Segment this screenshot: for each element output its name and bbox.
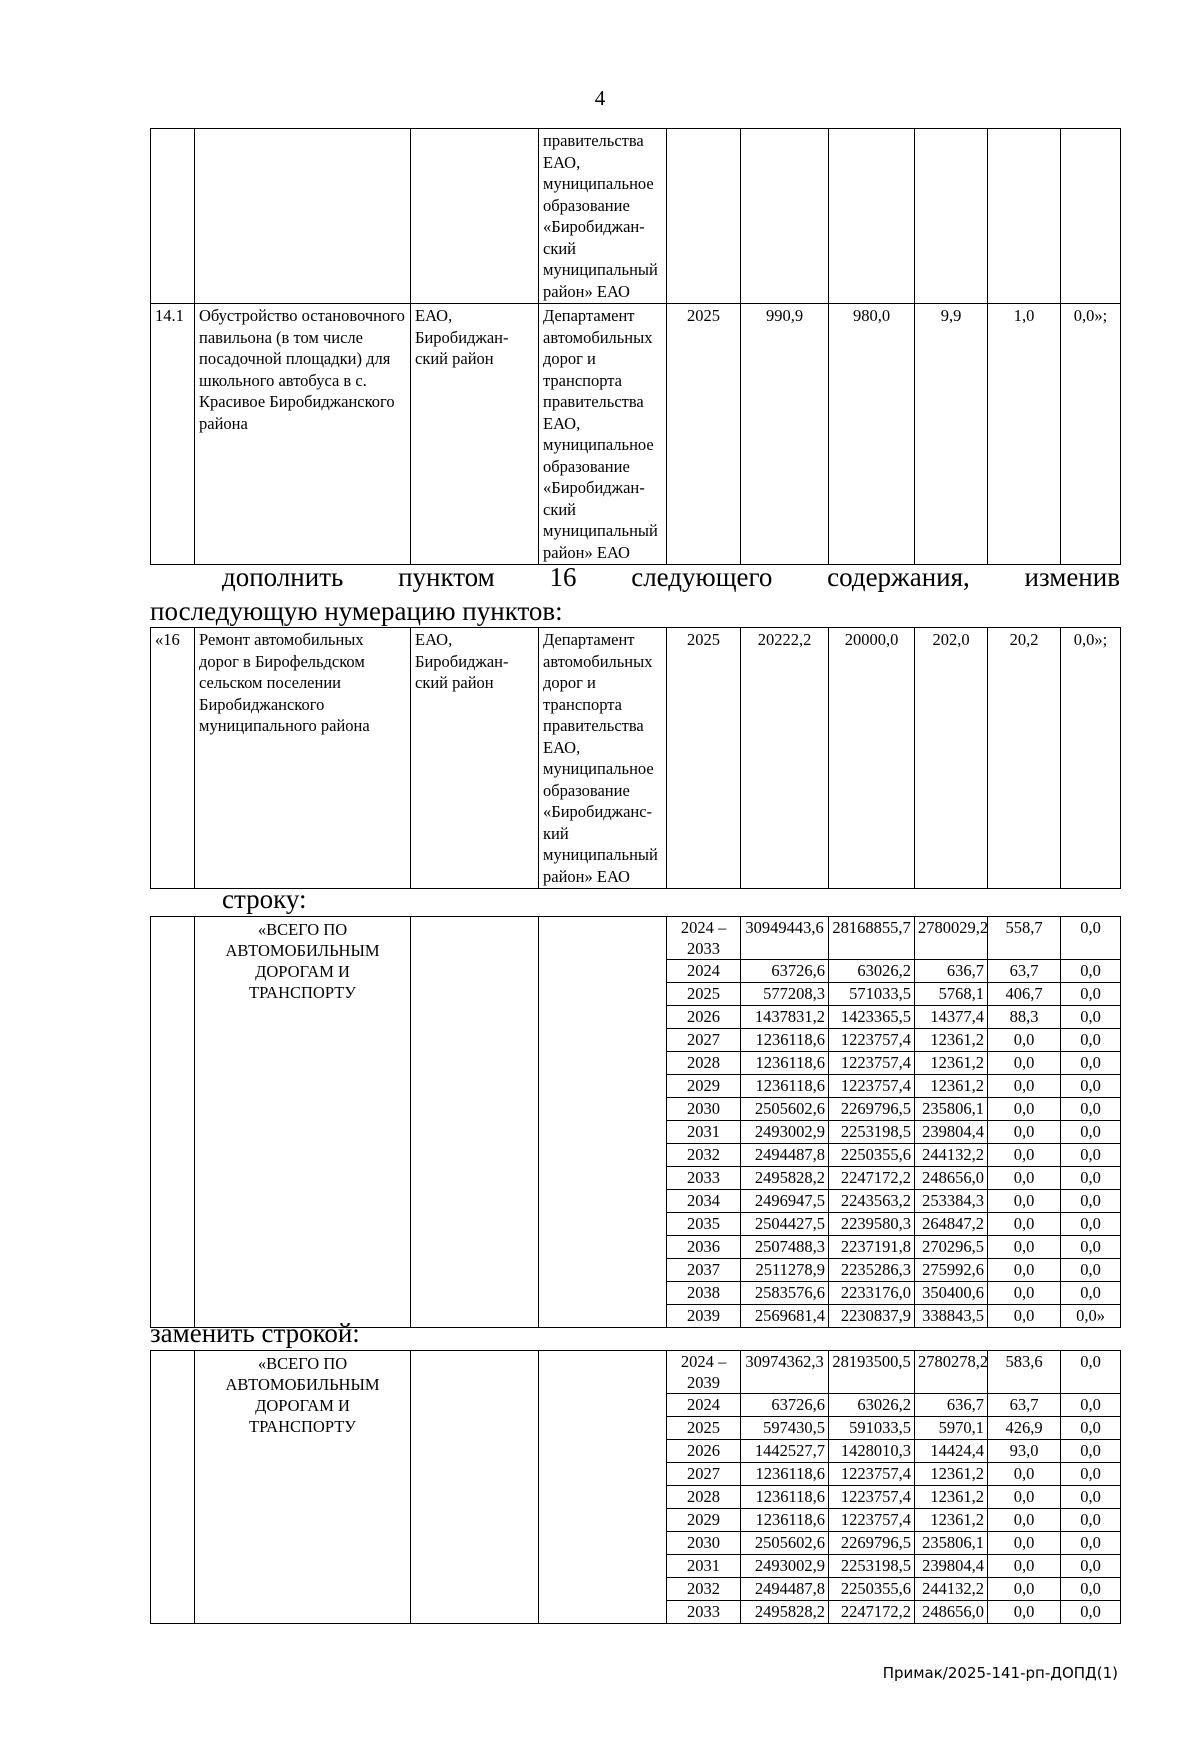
cell-other: 0,0 (1061, 1029, 1121, 1052)
cell-territory: ЕАО, Биробиджан-ский район (411, 628, 539, 889)
cell-total: 1437831,2 (741, 1006, 829, 1029)
cell-fed: 2253198,5 (829, 1121, 915, 1144)
cell-total: 2494487,8 (741, 1578, 829, 1601)
cell-loc: 20,2 (988, 628, 1061, 889)
cell-other: 0,0 (1061, 1555, 1121, 1578)
cell-reg: 9,9 (915, 304, 988, 565)
text-add-point-line2: последующую нумерацию пунктов: (150, 596, 563, 626)
cell-reg: 235806,1 (915, 1098, 988, 1121)
cell-fed: 1223757,4 (829, 1052, 915, 1075)
cell-fed: 2233176,0 (829, 1282, 915, 1305)
cell-name (195, 129, 411, 304)
cell-reg: 235806,1 (915, 1532, 988, 1555)
cell-executor (539, 917, 667, 1328)
cell-year: 2029 (667, 1509, 741, 1532)
cell-other (1061, 129, 1121, 304)
cell-total: 63726,6 (741, 1394, 829, 1417)
cell-total: 2569681,4 (741, 1305, 829, 1328)
table-top (150, 128, 1121, 565)
cell-reg: 264847,2 (915, 1213, 988, 1236)
cell-loc: 63,7 (988, 960, 1061, 983)
cell-reg: 350400,6 (915, 1282, 988, 1305)
table-new-total (150, 1350, 1121, 1624)
cell-loc: 0,0 (988, 1486, 1061, 1509)
cell-loc: 0,0 (988, 1532, 1061, 1555)
cell-fed: 28168855,7 (829, 917, 915, 960)
cell-total: 2496947,5 (741, 1190, 829, 1213)
cell-other: 0,0 (1061, 1098, 1121, 1121)
cell-loc: 0,0 (988, 1578, 1061, 1601)
cell-fed: 1223757,4 (829, 1075, 915, 1098)
cell-other: 0,0 (1061, 1440, 1121, 1463)
cell-year: 2031 (667, 1121, 741, 1144)
cell-territory (411, 1351, 539, 1624)
cell-year: 2029 (667, 1075, 741, 1098)
cell-other: 0,0 (1061, 983, 1121, 1006)
cell-year: 2038 (667, 1282, 741, 1305)
word: содержания, (827, 562, 970, 592)
cell-year: 2033 (667, 1601, 741, 1624)
cell-total: 2505602,6 (741, 1532, 829, 1555)
cell-total: 2505602,6 (741, 1098, 829, 1121)
cell-loc: 0,0 (988, 1190, 1061, 1213)
cell-total: 2511278,9 (741, 1259, 829, 1282)
cell-fed: 1428010,3 (829, 1440, 915, 1463)
cell-total: 2507488,3 (741, 1236, 829, 1259)
cell-reg: 12361,2 (915, 1463, 988, 1486)
cell-reg: 12361,2 (915, 1486, 988, 1509)
page-number: 4 (594, 86, 606, 110)
cell-year: 2024 – 2033 (667, 917, 741, 960)
cell-reg: 239804,4 (915, 1121, 988, 1144)
cell-year: 2032 (667, 1144, 741, 1167)
cell-fed: 2250355,6 (829, 1578, 915, 1601)
cell-fed: 591033,5 (829, 1417, 915, 1440)
cell-loc: 0,0 (988, 1213, 1061, 1236)
cell-territory (411, 917, 539, 1328)
cell-total (741, 129, 829, 304)
cell-other: 0,0 (1061, 1578, 1121, 1601)
cell-year: 2026 (667, 1006, 741, 1029)
cell-loc: 0,0 (988, 1463, 1061, 1486)
cell-total: 597430,5 (741, 1417, 829, 1440)
cell-fed: 571033,5 (829, 983, 915, 1006)
cell-other: 0,0 (1061, 1006, 1121, 1029)
cell-loc: 88,3 (988, 1006, 1061, 1029)
cell-year: 2034 (667, 1190, 741, 1213)
cell-num (151, 1351, 195, 1624)
cell-loc: 0,0 (988, 1259, 1061, 1282)
cell-label: «ВСЕГО ПО АВТОМОБИЛЬНЫМ ДОРОГАМ И ТРАНСПОРТУ (195, 1351, 411, 1624)
table-point-16 (150, 627, 1121, 889)
word: 16 (549, 562, 577, 592)
cell-other: 0,0 (1061, 960, 1121, 983)
cell-fed: 63026,2 (829, 1394, 915, 1417)
cell-other: 0,0» (1061, 1305, 1121, 1328)
cell-other: 0,0»; (1061, 628, 1121, 889)
cell-year: 2032 (667, 1578, 741, 1601)
cell-year: 2035 (667, 1213, 741, 1236)
word: следующего (631, 562, 773, 592)
cell-fed: 1223757,4 (829, 1509, 915, 1532)
word: пунктом (398, 562, 495, 592)
cell-year: 2033 (667, 1167, 741, 1190)
cell-fed: 63026,2 (829, 960, 915, 983)
cell-fed: 2269796,5 (829, 1098, 915, 1121)
cell-num: 14.1 (151, 304, 195, 565)
cell-year: 2026 (667, 1440, 741, 1463)
cell-executor: Департамент автомобильных дорог и транспорта правительства ЕАО, муниципальное образование «Биробиджанс-кий муниципальный район» ЕАО (539, 628, 667, 889)
cell-reg: 636,7 (915, 1394, 988, 1417)
cell-other: 0,0 (1061, 1121, 1121, 1144)
cell-reg: 2780278,2 (915, 1351, 988, 1394)
cell-reg: 14377,4 (915, 1006, 988, 1029)
cell-fed: 28193500,5 (829, 1351, 915, 1394)
cell-year: 2024 (667, 1394, 741, 1417)
cell-other: 0,0 (1061, 1052, 1121, 1075)
cell-other: 0,0 (1061, 1417, 1121, 1440)
table-row-period (151, 1351, 1121, 1394)
text-replace-label: заменить строкой: (150, 1318, 360, 1348)
cell-reg: 239804,4 (915, 1555, 988, 1578)
cell-executor (539, 1351, 667, 1624)
cell-other: 0,0 (1061, 1532, 1121, 1555)
cell-name: Ремонт автомобильных дорог в Бирофельдском сельском поселении Биробиджанского муниципального района (195, 628, 411, 889)
cell-year: 2030 (667, 1532, 741, 1555)
cell-reg: 12361,2 (915, 1075, 988, 1098)
cell-other: 0,0 (1061, 1144, 1121, 1167)
cell-territory: ЕАО, Биробиджан-ский район (411, 304, 539, 565)
cell-reg: 270296,5 (915, 1236, 988, 1259)
cell-loc: 0,0 (988, 1282, 1061, 1305)
cell-year: 2027 (667, 1029, 741, 1052)
cell-total: 1236118,6 (741, 1509, 829, 1532)
cell-total: 30974362,3 (741, 1351, 829, 1394)
cell-year: 2028 (667, 1486, 741, 1509)
cell-loc (988, 129, 1061, 304)
cell-year: 2025 (667, 628, 741, 889)
cell-name: Обустройство остановочного павильона (в том числе посадочной площадки) для школьного автобуса в с. Красивое Биробиджанского района (195, 304, 411, 565)
cell-other: 0,0 (1061, 917, 1121, 960)
cell-other: 0,0 (1061, 1351, 1121, 1394)
cell-loc: 0,0 (988, 1075, 1061, 1098)
cell-fed: 2243563,2 (829, 1190, 915, 1213)
cell-loc: 93,0 (988, 1440, 1061, 1463)
cell-loc: 426,9 (988, 1417, 1061, 1440)
cell-reg: 5768,1 (915, 983, 988, 1006)
cell-total: 1442527,7 (741, 1440, 829, 1463)
cell-other: 0,0 (1061, 1486, 1121, 1509)
cell-fed: 1223757,4 (829, 1463, 915, 1486)
cell-fed: 2250355,6 (829, 1144, 915, 1167)
cell-total: 2495828,2 (741, 1601, 829, 1624)
cell-other: 0,0»; (1061, 304, 1121, 565)
cell-year: 2031 (667, 1555, 741, 1578)
cell-territory (411, 129, 539, 304)
cell-fed: 2235286,3 (829, 1259, 915, 1282)
cell-executor: правительства ЕАО, муниципальное образование «Биробиджан-ский муниципальный район» ЕАО (539, 129, 667, 304)
cell-total: 1236118,6 (741, 1463, 829, 1486)
table-row (151, 304, 1121, 565)
cell-fed: 2237191,8 (829, 1236, 915, 1259)
cell-other: 0,0 (1061, 1190, 1121, 1213)
cell-total: 1236118,6 (741, 1052, 829, 1075)
cell-reg: 248656,0 (915, 1167, 988, 1190)
cell-label: «ВСЕГО ПО АВТОМОБИЛЬНЫМ ДОРОГАМ И ТРАНСПОРТУ (195, 917, 411, 1328)
table-row (151, 129, 1121, 304)
cell-total: 2583576,6 (741, 1282, 829, 1305)
cell-year: 2025 (667, 304, 741, 565)
cell-total: 2493002,9 (741, 1121, 829, 1144)
cell-fed: 2247172,2 (829, 1601, 915, 1624)
cell-fed: 980,0 (829, 304, 915, 565)
cell-reg: 244132,2 (915, 1144, 988, 1167)
cell-reg (915, 129, 988, 304)
cell-fed: 2239580,3 (829, 1213, 915, 1236)
cell-total: 2494487,8 (741, 1144, 829, 1167)
text-row-label: строку: (222, 884, 307, 914)
cell-other: 0,0 (1061, 1167, 1121, 1190)
cell-loc: 0,0 (988, 1029, 1061, 1052)
table-row (151, 628, 1121, 889)
word: дополнить (222, 562, 344, 592)
cell-loc: 63,7 (988, 1394, 1061, 1417)
cell-year: 2024 – 2039 (667, 1351, 741, 1394)
cell-year: 2024 (667, 960, 741, 983)
cell-total: 1236118,6 (741, 1029, 829, 1052)
cell-reg: 248656,0 (915, 1601, 988, 1624)
cell-year: 2025 (667, 1417, 741, 1440)
cell-other: 0,0 (1061, 1259, 1121, 1282)
cell-other: 0,0 (1061, 1236, 1121, 1259)
cell-reg: 2780029,2 (915, 917, 988, 960)
cell-other: 0,0 (1061, 1463, 1121, 1486)
cell-year: 2030 (667, 1098, 741, 1121)
cell-loc: 558,7 (988, 917, 1061, 960)
cell-executor: Департамент автомобильных дорог и транспорта правительства ЕАО, муниципальное образование «Биробиджан-ский муниципальный район» ЕАО (539, 304, 667, 565)
cell-total: 2504427,5 (741, 1213, 829, 1236)
cell-loc: 0,0 (988, 1555, 1061, 1578)
cell-reg: 12361,2 (915, 1052, 988, 1075)
cell-total: 2495828,2 (741, 1167, 829, 1190)
cell-total: 2493002,9 (741, 1555, 829, 1578)
cell-total: 577208,3 (741, 983, 829, 1006)
cell-num: «16 (151, 628, 195, 889)
cell-loc: 0,0 (988, 1144, 1061, 1167)
cell-total: 1236118,6 (741, 1075, 829, 1098)
cell-loc: 0,0 (988, 1052, 1061, 1075)
cell-fed: 2230837,9 (829, 1305, 915, 1328)
cell-year: 2028 (667, 1052, 741, 1075)
cell-other: 0,0 (1061, 1394, 1121, 1417)
cell-fed (829, 129, 915, 304)
cell-loc: 1,0 (988, 304, 1061, 565)
cell-year: 2037 (667, 1259, 741, 1282)
cell-loc: 0,0 (988, 1098, 1061, 1121)
cell-year: 2025 (667, 983, 741, 1006)
cell-other: 0,0 (1061, 1075, 1121, 1098)
cell-reg: 244132,2 (915, 1578, 988, 1601)
table-row-period (151, 917, 1121, 960)
cell-reg: 253384,3 (915, 1190, 988, 1213)
cell-loc: 0,0 (988, 1236, 1061, 1259)
cell-total: 990,9 (741, 304, 829, 565)
cell-year: 2039 (667, 1305, 741, 1328)
cell-year: 2027 (667, 1463, 741, 1486)
cell-loc: 0,0 (988, 1509, 1061, 1532)
cell-total: 63726,6 (741, 960, 829, 983)
cell-year (667, 129, 741, 304)
cell-reg: 202,0 (915, 628, 988, 889)
cell-loc: 0,0 (988, 1305, 1061, 1328)
cell-fed: 1223757,4 (829, 1029, 915, 1052)
cell-other: 0,0 (1061, 1282, 1121, 1305)
cell-reg: 12361,2 (915, 1509, 988, 1532)
cell-other: 0,0 (1061, 1213, 1121, 1236)
cell-loc: 0,0 (988, 1601, 1061, 1624)
table-old-total (150, 916, 1121, 1328)
cell-reg: 275992,6 (915, 1259, 988, 1282)
cell-other: 0,0 (1061, 1509, 1121, 1532)
cell-year: 2036 (667, 1236, 741, 1259)
cell-other: 0,0 (1061, 1601, 1121, 1624)
cell-loc: 583,6 (988, 1351, 1061, 1394)
cell-fed: 2247172,2 (829, 1167, 915, 1190)
cell-reg: 14424,4 (915, 1440, 988, 1463)
cell-fed: 20000,0 (829, 628, 915, 889)
footer-code: Примак/2025-141-рп-ДОПД(1) (882, 1664, 1118, 1682)
cell-total: 20222,2 (741, 628, 829, 889)
cell-loc: 0,0 (988, 1121, 1061, 1144)
word: изменив (1024, 562, 1120, 592)
cell-reg: 5970,1 (915, 1417, 988, 1440)
cell-reg: 338843,5 (915, 1305, 988, 1328)
cell-reg: 12361,2 (915, 1029, 988, 1052)
cell-loc: 406,7 (988, 983, 1061, 1006)
cell-total: 30949443,6 (741, 917, 829, 960)
cell-fed: 2253198,5 (829, 1555, 915, 1578)
cell-num (151, 129, 195, 304)
cell-fed: 1223757,4 (829, 1486, 915, 1509)
cell-loc: 0,0 (988, 1167, 1061, 1190)
cell-total: 1236118,6 (741, 1486, 829, 1509)
cell-fed: 1423365,5 (829, 1006, 915, 1029)
text-add-point (222, 562, 1120, 593)
cell-num (151, 917, 195, 1328)
cell-reg: 636,7 (915, 960, 988, 983)
cell-fed: 2269796,5 (829, 1532, 915, 1555)
